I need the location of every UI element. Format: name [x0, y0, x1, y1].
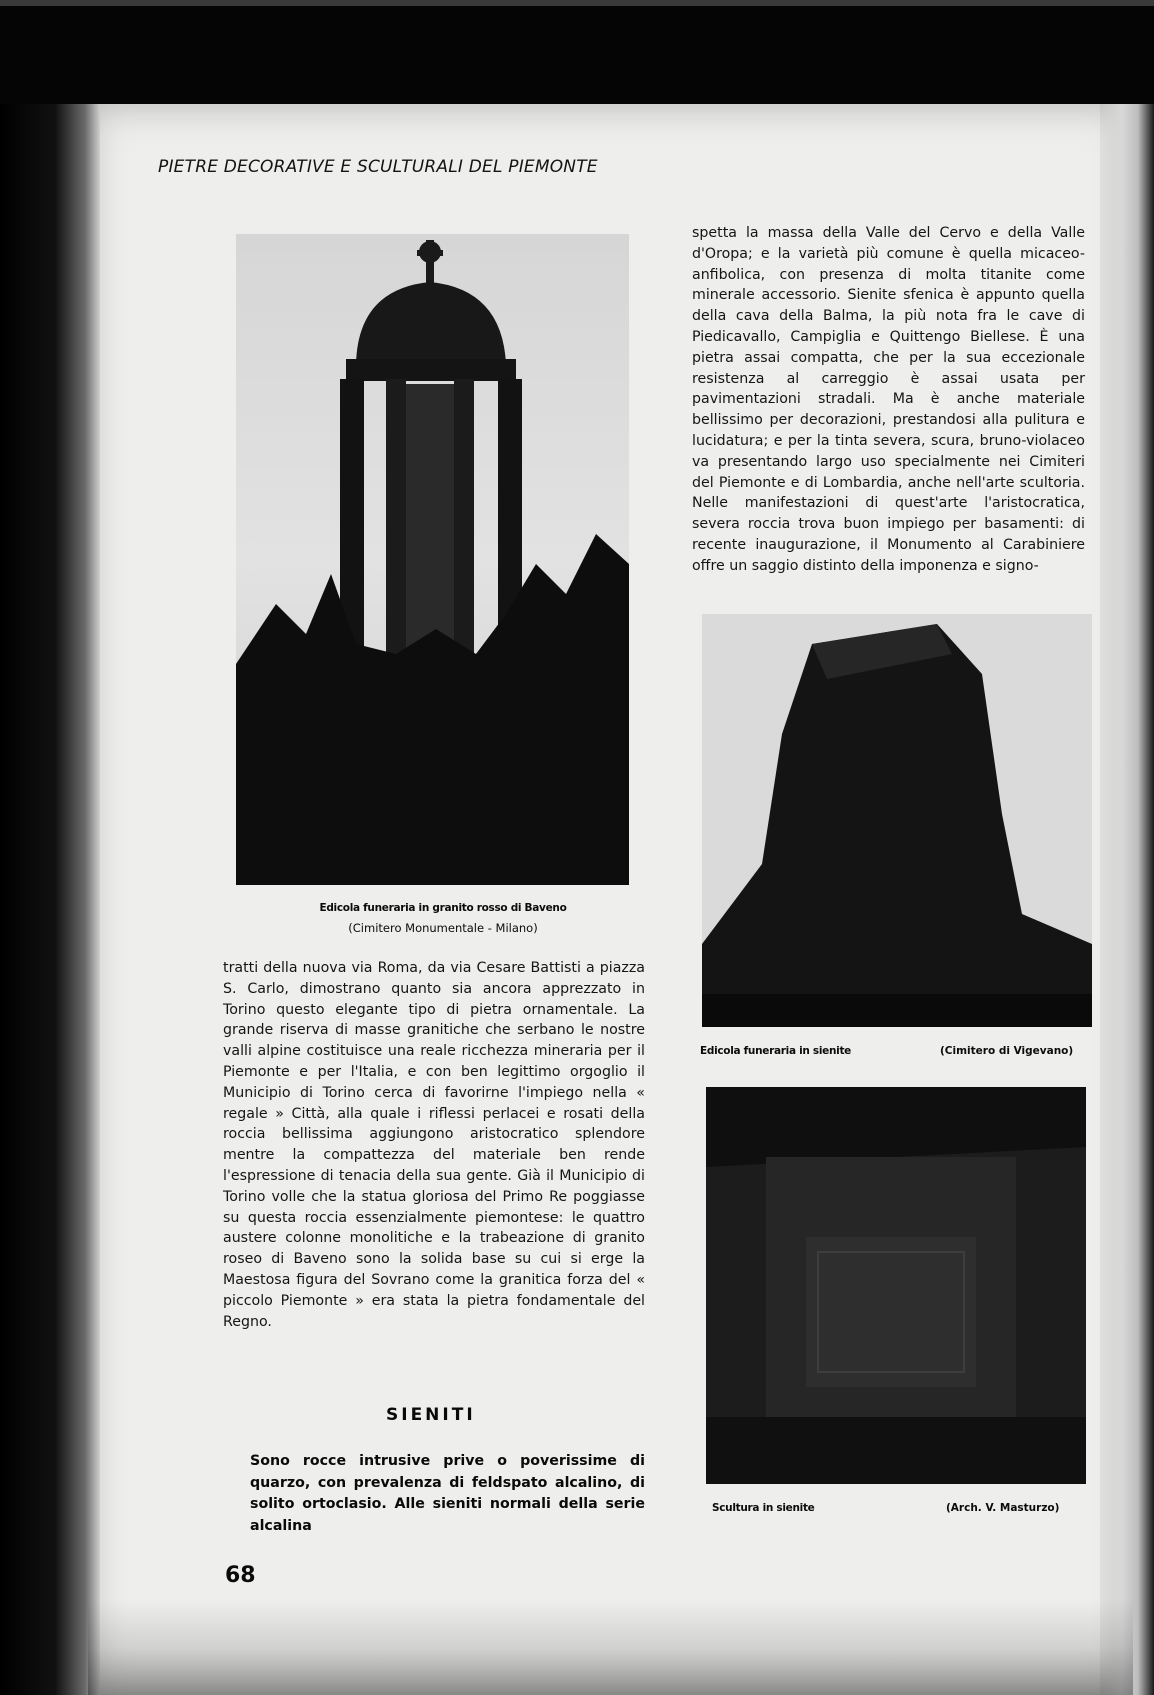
figure-1-caption: Edicola funeraria in granito rosso di Baveno [319, 902, 567, 914]
photo-scultura-sienite-image [706, 1087, 1086, 1484]
photo-scultura-sienite [706, 1087, 1086, 1484]
photo-edicola-sienite [702, 614, 1092, 1027]
figure-3-subcaption: (Arch. V. Masturzo) [946, 1502, 1060, 1514]
photo-edicola-baveno [236, 234, 629, 885]
section-heading: SIENITI [386, 1405, 476, 1425]
running-header: PIETRE DECORATIVE E SCULTURALI DEL PIEMONTE [158, 157, 598, 177]
body-text-left-column: tratti della nuova via Roma, da via Cesare Battisti a piazza S. Carlo, dimostrano quanto sia ancora apprezzato in Torino questo elegante tipo di pietra ornamentale. La grande riserva di masse granitiche che serbano le nostre valli alpine costituisce una reale ricchezza mineraria per il Piemonte e per l'Italia, e con ben legittimo orgoglio il Municipio di Torino cerca di favorirne l'impiego nella « regale » Città, alla quale i riflessi perlacei e rosati della roccia bellissima aggiungono aristocratico splendore mentre la compattezza del materiale ben rende l'espressione di tenacia della sua gente. Già il Municipio di Torino volle che la statua gloriosa del Primo Re poggiasse su questa roccia essenzialmente piemontese: le quattro austere colonne monolitiche e la trabeazione di granito roseo di Baveno sono la solida base su cui si erge la Maestosa figura del Sovrano come la granitica forza del « piccolo Piemonte » era stata la pietra fondamentale del Regno. [223, 960, 645, 1330]
body-text-right-column: spetta la massa della Valle del Cervo e della Valle d'Oropa; e la varietà più comune è quella micaceo-anfibolica, con presenza di molta titanite come minerale accessorio. Sienite sfenica è appunto quella della cava della Balma, la più nota fra le cave di Piedicavallo, Campiglia e Quittengo Biellese. È una pietra assai compatta, che per la sua eccezionale resistenza al carreggio è assai usata per pavimentazioni stradali. Ma è anche materiale bellissimo per decorazioni, prestandosi alla pulitura e lucidatura; e per la tinta severa, scura, bruno-violaceo va presentando largo uso specialmente nei Cimiteri del Piemonte e di Lombardia, anche nell'arte scultoria. Nelle manifestazioni di quest'arte l'aristocratica, severa roccia trova buon impiego per basamenti: di recente inaugurazione, il Monumento al Carabiniere offre un saggio distinto della imponenza e signo- [692, 225, 1085, 574]
scan-top-strip [0, 0, 1154, 6]
figure-2-caption: Edicola funeraria in sienite [700, 1045, 852, 1057]
scan-binding-shadow [0, 104, 100, 1695]
figure-1-subcaption: (Cimitero Monumentale - Milano) [348, 921, 538, 935]
photo-edicola-baveno-image [236, 234, 629, 885]
scan-right-edge [1100, 104, 1154, 1695]
figure-3-caption: Scultura in sienite [712, 1502, 815, 1514]
scan-dark-top [0, 0, 1154, 112]
figure-2-subcaption: (Cimitero di Vigevano) [940, 1045, 1074, 1057]
page-number: 68 [225, 1563, 256, 1588]
photo-edicola-sienite-image [702, 614, 1092, 1027]
scan-bottom-shadow [88, 1600, 1133, 1695]
section-body-text: Sono rocce intrusive prive o poverissime di quarzo, con prevalenza di feldspato alcalino, di solito ortoclasio. Alle sieniti normali della serie alcalina [250, 1453, 645, 1534]
